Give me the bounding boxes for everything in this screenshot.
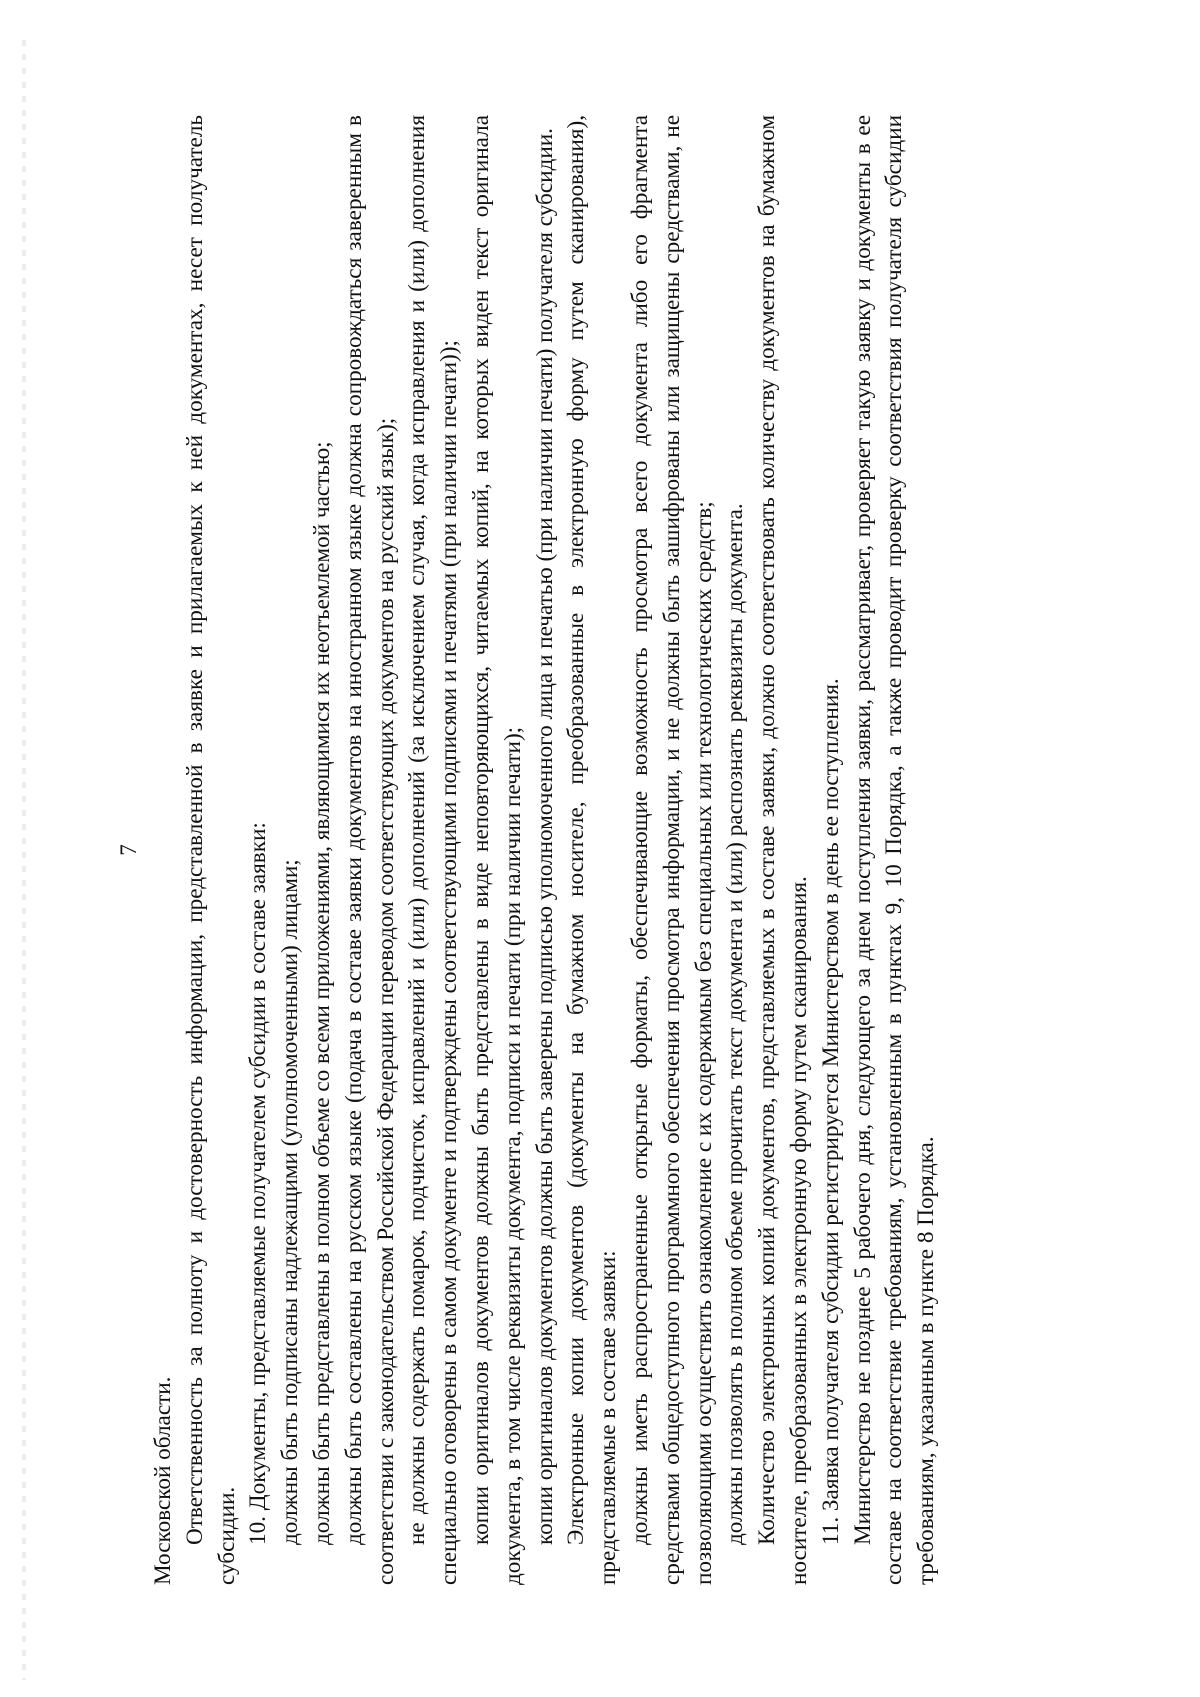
paragraph-9: копии оригиналов документов должны быть заверены подписью уполномоченного лица и печатью (при наличии печати) получателя субсидии. <box>531 128 558 1545</box>
paragraph-8: копии оригиналов документов должны быть представлены в виде неповторяющихся, читаемых копий, на которых виден текст оригинала документа, в том числе реквизиты документа, подписи и печати (при наличии печати); <box>467 115 526 1585</box>
paragraph-12: должны позволять в полном объеме прочитать текст документа и (или) распознать реквизиты документа. <box>722 503 749 1545</box>
paragraph-6: должны быть составлены на русском языке (подача в составе заявки документов на иностранном языке должна сопровождаться заверенным в соответствии с законодательством Российской Федерации переводом соответствующих документов на русский язык); <box>340 115 399 1585</box>
paragraph-2: Ответственность за полноту и достоверность информации, представленной в заявке и прилагаемых к ней документах, несет получатель субсидии. <box>181 115 240 1585</box>
scan-edge-artifact <box>22 40 26 1680</box>
paragraph-15: Министерство не позднее 5 рабочего дня, следующего за днем поступления заявки, рассматривает, проверяет такую заявку и документы в ее составе на соответствие требованиям, установленным в пунктах 9, 10 Порядка, а также проводит проверку соответствия получателя субсидии требованиям, указанным в пункте 8 Порядка. <box>849 115 940 1585</box>
paragraph-10: Электронные копии документов (документы на бумажном носителе, преобразованные в электронную форму путем сканирования), представляемые в составе заявки: <box>563 115 622 1585</box>
rotated-text-block <box>118 115 943 1585</box>
paragraph-1: Московской области. <box>150 1376 176 1585</box>
paragraph-13: Количество электронных копий документов, представляемых в составе заявки, должно соответствовать количеству документов на бумажном носителе, преобразованных в электронную форму путем сканирования. <box>754 115 812 1585</box>
paragraph-3: 10. Документы, представляемые получателем субсидии в составе заявки: <box>245 822 272 1545</box>
page-number: 7 <box>116 844 142 856</box>
paragraph-11: должны иметь распространенные открытые форматы, обеспечивающие возможность просмотра всего документа либо его фрагмента средствами общедоступного программного обеспечения просмотра информации, и не должны быть зашифрованы или защищены средствами, не позволяющими осуществить ознакомление с их содержимым без специальных или технологических средств; <box>626 115 717 1585</box>
paragraph-4: должны быть подписаны надлежащими (уполномоченными) лицами; <box>277 859 304 1545</box>
paragraph-14: 11. Заявка получателя субсидии регистрируется Министерством в день ее поступления. <box>817 678 844 1545</box>
paragraph-7: не должны содержать помарок, подчисток, исправлений и (или) дополнений (за исключением случая, когда исправления и (или) дополнения специально оговорены в самом документе и подтверждены соответствующими подписями и печатями (при наличии печати)); <box>404 115 463 1585</box>
paragraph-5: должны быть представлены в полном объеме со всеми приложениями, являющимися их неотъемлемой частью; <box>308 441 335 1545</box>
